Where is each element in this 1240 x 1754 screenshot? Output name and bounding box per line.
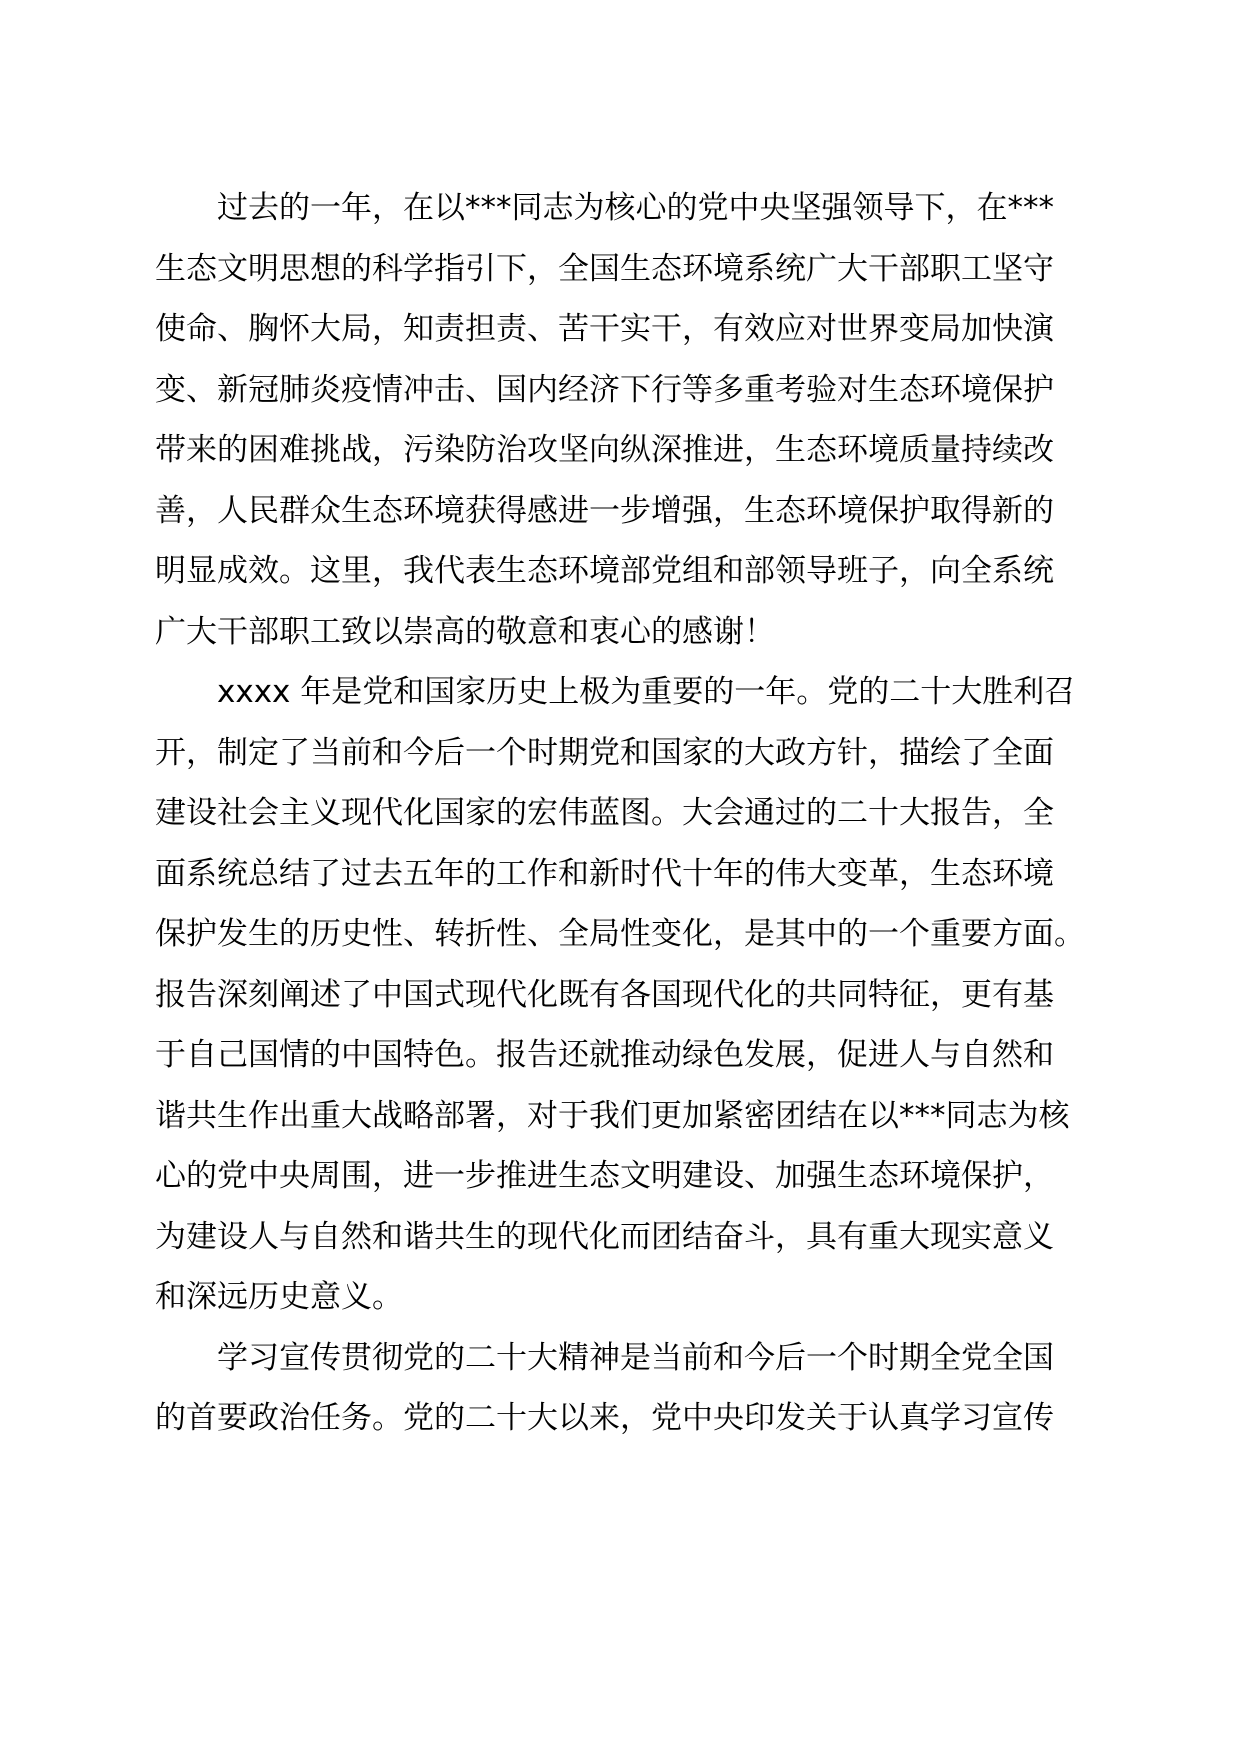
text-line: xxxx 年是党和国家历史上极为重要的一年。党的二十大胜利召 xyxy=(217,674,1076,710)
paragraph-3 xyxy=(155,1328,1085,1449)
text-line: 为建设人与自然和谐共生的现代化而团结奋斗，具有重大现实意义 xyxy=(155,1218,1054,1255)
text-line: 广大干部职工致以崇高的敬意和衷心的感谢！ xyxy=(155,613,775,650)
text-line: 心的党中央周围，进一步推进生态文明建设、加强生态环境保护， xyxy=(155,1158,1054,1194)
paragraph-2 xyxy=(155,662,1085,1328)
text-line: 带来的困难挑战，污染防治攻坚向纵深推进，生态环境质量持续改 xyxy=(155,432,1054,468)
paragraph-1 xyxy=(155,178,1085,662)
text-line: 的首要政治任务。党的二十大以来，党中央印发关于认真学习宣传 xyxy=(155,1400,1054,1436)
text-line: 学习宣传贯彻党的二十大精神是当前和今后一个时期全党全国 xyxy=(217,1339,1054,1376)
text-line: 和深远历史意义。 xyxy=(155,1279,403,1315)
text-line: 于自己国情的中国特色。报告还就推动绿色发展，促进人与自然和 xyxy=(155,1037,1054,1073)
text-line: 善，人民群众生态环境获得感进一步增强，生态环境保护取得新的 xyxy=(155,492,1054,529)
text-line: 建设社会主义现代化国家的宏伟蓝图。大会通过的二十大报告，全 xyxy=(155,795,1054,831)
text-line: 开，制定了当前和今后一个时期党和国家的大政方针，描绘了全面 xyxy=(155,734,1054,771)
text-line: 变、新冠肺炎疫情冲击、国内经济下行等多重考验对生态环境保护 xyxy=(155,371,1054,408)
text-line: 面系统总结了过去五年的工作和新时代十年的伟大变革，生态环境 xyxy=(155,855,1054,892)
text-line: 明显成效。这里，我代表生态环境部党组和部领导班子，向全系统 xyxy=(155,553,1054,589)
text-line: 报告深刻阐述了中国式现代化既有各国现代化的共同特征，更有基 xyxy=(155,976,1054,1013)
text-line: 过去的一年，在以***同志为核心的党中央坚强领导下，在*** xyxy=(217,190,1054,226)
text-line: 谐共生作出重大战略部署，对于我们更加紧密团结在以***同志为核 xyxy=(155,1097,1070,1134)
text-line: 生态文明思想的科学指引下，全国生态环境系统广大干部职工坚守 xyxy=(155,250,1054,287)
text-line: 保护发生的历史性、转折性、全局性变化，是其中的一个重要方面。 xyxy=(155,916,1085,952)
document-body xyxy=(155,178,1085,1449)
text-line: 使命、胸怀大局，知责担责、苦干实干，有效应对世界变局加快演 xyxy=(155,311,1054,347)
